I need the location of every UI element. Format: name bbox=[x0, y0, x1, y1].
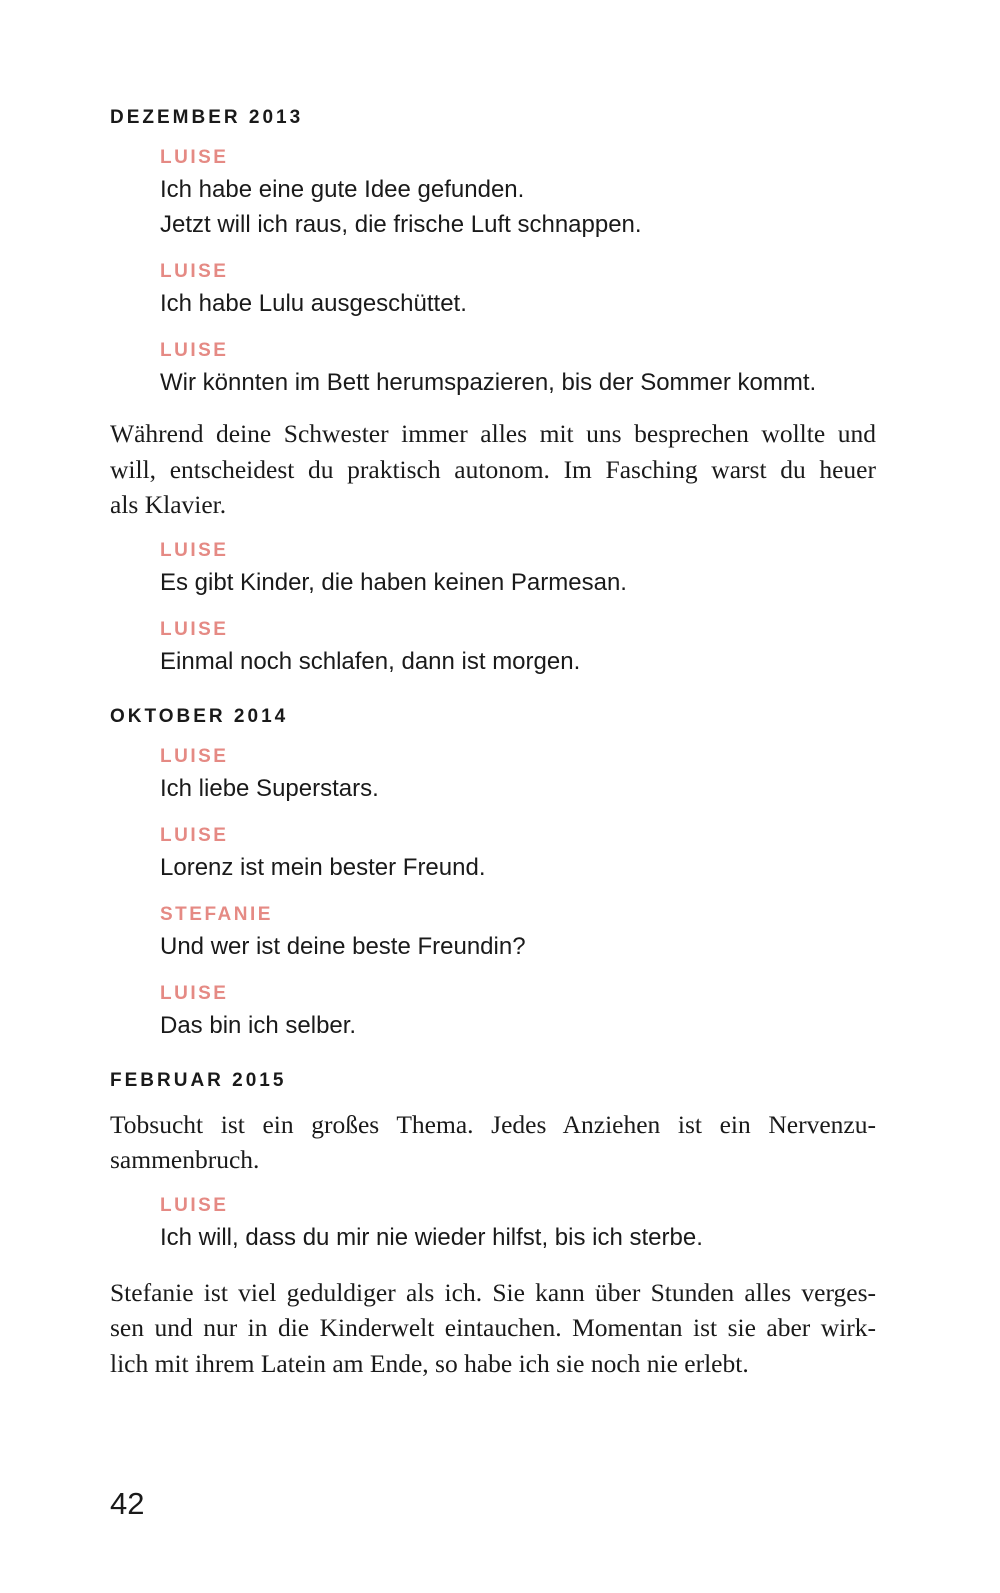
dialog-entry bbox=[160, 743, 876, 806]
dialog-line: Ich liebe Superstars. bbox=[160, 774, 379, 802]
prose-line: sen und nur in die Kinderwelt eintauchen. Momentan ist sie aber wirk- bbox=[110, 1313, 876, 1342]
dialog-line: Und wer ist deine beste Freundin? bbox=[160, 932, 526, 960]
dialog-line: Wir könnten im Bett herumspazieren, bis der Sommer kommt. bbox=[160, 369, 817, 396]
speaker-name: LUISE bbox=[160, 618, 229, 640]
speaker-name: STEFANIE bbox=[160, 903, 273, 925]
prose-line: Stefanie ist viel geduldiger als ich. Sie kann über Stunden alles verges- bbox=[110, 1277, 876, 1307]
dialog-entry bbox=[160, 1192, 876, 1255]
speaker-name: LUISE bbox=[160, 147, 229, 168]
section-date-februar-2015: FEBRUAR 2015 bbox=[110, 1069, 287, 1091]
speaker-name: LUISE bbox=[160, 745, 229, 767]
page-number: 42 bbox=[110, 1486, 145, 1521]
dialog-line: Ich habe Lulu ausgeschüttet. bbox=[160, 290, 467, 317]
prose-line: will, entscheidest du praktisch autonom. Im Fasching warst du heuer bbox=[110, 454, 876, 484]
prose-line: als Klavier. bbox=[110, 490, 227, 519]
speaker-name: LUISE bbox=[160, 261, 229, 282]
dialog-entry bbox=[160, 337, 876, 400]
prose-line: sammenbruch. bbox=[110, 1145, 260, 1174]
dialog-line: Jetzt will ich raus, die frische Luft schnappen. bbox=[160, 211, 642, 238]
dialog-line: Ich will, dass du mir nie wieder hilfst, bis ich sterbe. bbox=[160, 1223, 703, 1251]
prose-paragraph bbox=[110, 1275, 876, 1382]
dialog-line: Ich habe eine gute Idee gefunden. bbox=[160, 176, 525, 203]
prose-line: Tobsucht ist ein großes Thema. Jedes Anziehen ist ein Nervenzu- bbox=[110, 1109, 876, 1139]
dialog-line: Lorenz ist mein bester Freund. bbox=[160, 853, 486, 881]
section-date-oktober-2014: OKTOBER 2014 bbox=[110, 705, 289, 727]
speaker-name: LUISE bbox=[160, 982, 229, 1004]
dialog-entry bbox=[160, 616, 876, 679]
section-date-dezember-2013: DEZEMBER 2013 bbox=[110, 107, 304, 128]
prose-paragraph bbox=[110, 416, 876, 523]
dialog-entry bbox=[160, 901, 876, 964]
prose-paragraph bbox=[110, 1107, 876, 1178]
dialog-line: Einmal noch schlafen, dann ist morgen. bbox=[160, 647, 581, 675]
dialog-entry bbox=[160, 144, 876, 242]
book-page bbox=[110, 104, 876, 1395]
speaker-name: LUISE bbox=[160, 539, 229, 561]
dialog-entry bbox=[160, 537, 876, 600]
dialog-entry bbox=[160, 822, 876, 885]
dialog-line: Es gibt Kinder, die haben keinen Parmesan. bbox=[160, 568, 627, 596]
speaker-name: LUISE bbox=[160, 824, 229, 846]
dialog-entry bbox=[160, 258, 876, 321]
prose-line: lich mit ihrem Latein am Ende, so habe ich sie noch nie erlebt. bbox=[110, 1348, 749, 1378]
speaker-name: LUISE bbox=[160, 340, 229, 361]
speaker-name: LUISE bbox=[160, 1194, 229, 1216]
dialog-entry bbox=[160, 980, 876, 1043]
dialog-line: Das bin ich selber. bbox=[160, 1011, 357, 1039]
prose-line: Während deine Schwester immer alles mit uns besprechen wollte und bbox=[110, 419, 876, 448]
